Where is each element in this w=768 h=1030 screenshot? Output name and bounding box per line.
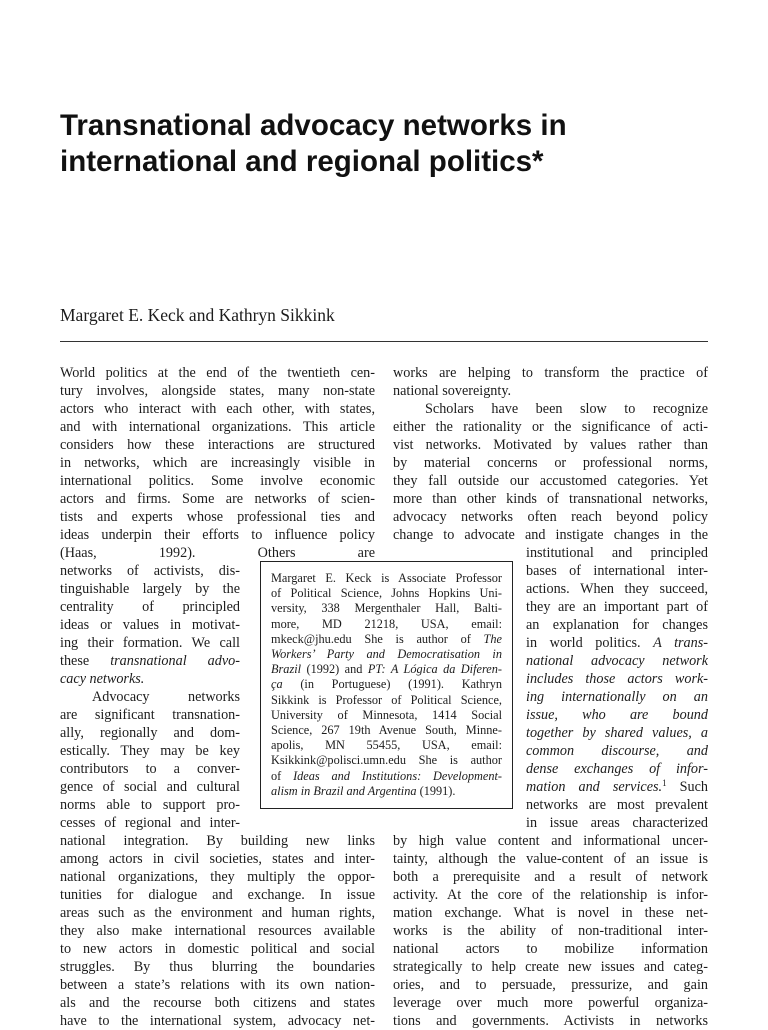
- body-text-line: ideas or values in motivat-: [60, 617, 240, 633]
- body-text-line: ing their formation. We call: [60, 635, 240, 651]
- body-text-line: tainty, although the value-content of an issue is: [393, 851, 708, 867]
- body-text-line: estically. They may be key: [60, 743, 240, 759]
- body-text-line: an explanation for changes: [526, 617, 708, 633]
- body-text-line: bases of international inter-: [526, 563, 708, 579]
- body-text-line: in issue areas characterized: [526, 815, 708, 831]
- body-text-line: issue, who are bound: [526, 707, 708, 723]
- body-text-line: gence of social and cultural: [60, 779, 240, 795]
- body-text-line: works are helping to transform the practice of: [393, 365, 708, 381]
- bio-text-line: ça (in Portuguese) (1991). Kathryn: [271, 677, 502, 692]
- body-text-line: mation exchange. What is novel in these net-: [393, 905, 708, 921]
- title-line: international and regional politics*: [60, 145, 544, 178]
- body-text-line: strategically to help create new issues and categ-: [393, 959, 708, 975]
- article-title: [60, 108, 720, 180]
- body-text-line: either the rationality or the significance of acti-: [393, 419, 708, 435]
- title-line: Transnational advocacy networks in: [60, 109, 567, 142]
- body-text-line: ideas underpin their efforts to influence policy: [60, 527, 375, 543]
- body-text-line: ing internationally on an: [526, 689, 708, 705]
- body-text-line: tists and experts whose professional ties and: [60, 509, 375, 525]
- bio-text-line: more, MD 21218, USA, email:: [271, 616, 502, 631]
- bio-text-line: Science, 267 19th Avenue South, Minne-: [271, 723, 502, 737]
- footnote-marker: 1: [662, 778, 667, 788]
- body-text-line: to new actors in domestic political and social: [60, 941, 375, 957]
- author-line: Margaret E. Keck and Kathryn Sikkink: [60, 305, 335, 325]
- bio-text-line: apolis, MN 55455, USA, email:: [271, 738, 502, 753]
- body-text-line: tions and governments. Activists in networks: [393, 1013, 708, 1029]
- body-text-line: activity. At the core of the relationship is infor-: [393, 887, 708, 903]
- body-text-line: are significant transnation-: [60, 707, 240, 723]
- body-text-line: they fall outside our accustomed categories. Yet: [393, 473, 708, 489]
- body-text-line: national advocacy network: [526, 653, 708, 669]
- body-text-line: mation and services.$^1$ Such: [526, 778, 708, 795]
- body-text-line: networks are most prevalent: [526, 797, 708, 813]
- bio-text-line: of Ideas and Institutions: Development-: [271, 768, 502, 783]
- body-text-line: both a prerequisite and a result of network: [393, 869, 708, 885]
- body-text-line: they also make international resources available: [60, 923, 375, 939]
- body-text-line: dense exchanges of infor-: [526, 761, 708, 777]
- body-text-line: (Haas, 1992). Others are: [60, 545, 375, 561]
- body-text-line: norms able to support pro-: [60, 797, 240, 813]
- header-divider: [60, 341, 708, 342]
- body-text-line: works is the ability of non-traditional inter-: [393, 923, 708, 939]
- body-text-line: Advocacy networks: [92, 689, 240, 705]
- body-text-line: institutional and principled: [526, 545, 708, 561]
- body-text-line: actors and firms. Some are networks of scien-: [60, 491, 375, 507]
- bio-text-line: of Political Science, Johns Hopkins Uni-: [271, 586, 502, 601]
- body-text-line: national integration. By building new links: [60, 833, 375, 849]
- body-text-line: cacy networks.: [60, 671, 145, 687]
- body-text-line: among actors in civil societies, states and inter-: [60, 851, 375, 867]
- body-text-line: national actors to mobilize information: [393, 941, 708, 957]
- body-text-line: tunities for dialogue and exchange. In issue: [60, 887, 375, 903]
- body-text-line: vist networks. Motivated by values rather than: [393, 437, 708, 453]
- bio-text-line: versity, 338 Mergenthaler Hall, Balti-: [271, 601, 502, 616]
- bio-text-line: alism in Brazil and Argentina (1991).: [271, 783, 456, 798]
- body-text-line: struggles. By thus blurring the boundaries: [60, 959, 375, 975]
- body-text-line: common discourse, and: [526, 743, 708, 759]
- body-text-line: contributors to a conver-: [60, 761, 240, 777]
- body-text-line: these transnational advo-: [60, 653, 240, 669]
- body-text-line: in networks, which are increasingly visible in: [60, 455, 375, 471]
- bio-text-line: mkeck@jhu.edu She is author of The: [271, 631, 502, 646]
- body-text-line: between a state’s relations with its own nation-: [60, 977, 375, 993]
- bio-text-line: Margaret E. Keck is Associate Professor: [271, 571, 502, 585]
- body-text-line: tury involves, alongside states, many non-state: [60, 383, 375, 399]
- body-text-line: ories, and to persuade, pressurize, and gain: [393, 977, 708, 993]
- body-text-line: change to advocate and instigate changes in the: [393, 527, 708, 543]
- body-text-line: they are an important part of: [526, 599, 708, 615]
- bio-text-line: University of Minnesota, 1414 Social: [271, 707, 502, 722]
- body-text-line: by high value content and informational uncer-: [393, 833, 708, 849]
- body-text-line: in world politics. A trans-: [526, 635, 708, 651]
- body-text-line: more than other kinds of transnational networks,: [393, 491, 708, 507]
- body-text-line: cesses of regional and inter-: [60, 815, 240, 831]
- body-text-line: by material concerns or professional norms,: [393, 455, 708, 471]
- body-text-line: tinguishable largely by the: [60, 581, 240, 597]
- bio-text-line: Sikkink is Professor of Political Science,: [271, 692, 502, 707]
- body-text-line: advocacy networks often reach beyond policy: [393, 509, 708, 525]
- author-bio-box: [260, 561, 513, 809]
- body-text-line: actors who interact with each other, with states,: [60, 401, 375, 417]
- body-text-line: national organizations, they multiply the oppor-: [60, 869, 375, 885]
- body-text-line: considers how these interactions are structured: [60, 437, 375, 453]
- body-text-line: includes those actors work-: [526, 671, 708, 687]
- body-text-line: and with international organizations. This article: [60, 419, 375, 435]
- bio-text-line: Workers’ Party and Democratisation in: [271, 647, 502, 661]
- body-text-line: areas such as the environment and human rights,: [60, 905, 375, 921]
- body-text-line: als and the recourse both citizens and states: [60, 995, 375, 1011]
- body-text-line: centrality of principled: [60, 599, 240, 615]
- body-text-line: together by shared values, a: [526, 725, 708, 741]
- body-text-line: ally, regionally and dom-: [60, 725, 240, 741]
- body-text-line: actions. When they succeed,: [526, 581, 708, 597]
- bio-text-line: Brazil (1992) and PT: A Lógica da Diferen-: [271, 662, 502, 677]
- body-text-line: have to the international system, advocacy net-: [60, 1013, 375, 1029]
- body-text-line: national sovereignty.: [393, 383, 512, 399]
- body-text-line: Scholars have been slow to recognize: [425, 401, 708, 417]
- body-text-line: international politics. Some involve economic: [60, 473, 375, 489]
- body-text-line: World politics at the end of the twentieth cen-: [60, 365, 375, 381]
- bio-text-line: Ksikkink@polisci.umn.edu She is author: [271, 753, 502, 768]
- body-text-line: networks of activists, dis-: [60, 563, 240, 579]
- body-text-line: leverage over much more powerful organiza-: [393, 995, 708, 1011]
